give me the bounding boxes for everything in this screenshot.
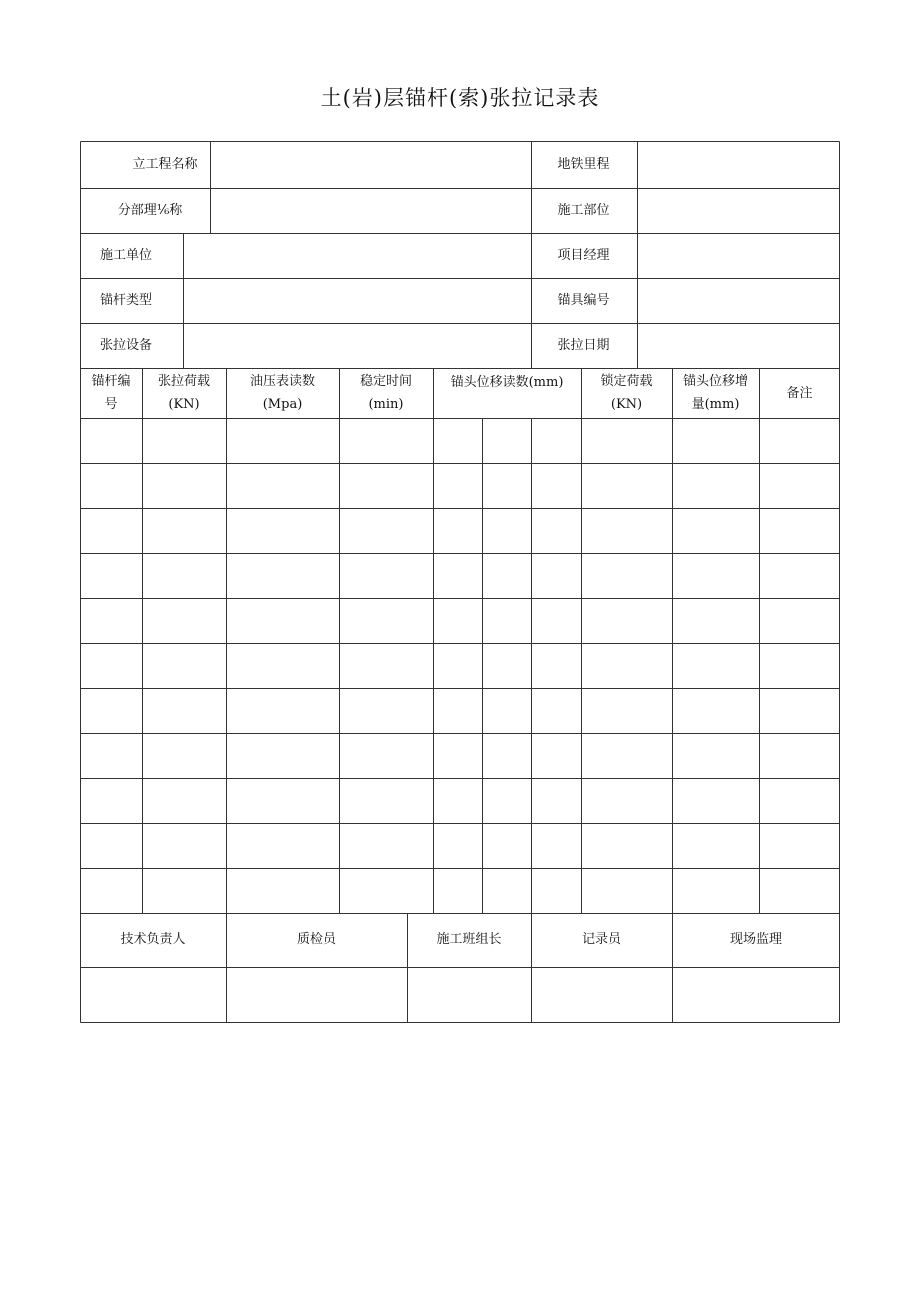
table-cell-lock-load[interactable] [581,508,672,553]
col-lock-load: 锁定荷载 (KN) [600,374,653,412]
table-cell-stable-time[interactable] [339,553,433,598]
table-cell-disp-1[interactable] [433,418,482,463]
table-cell-disp-increment[interactable] [672,823,759,868]
table-cell-disp-1[interactable] [433,553,482,598]
record-form [80,141,840,1023]
table-cell-oil-gauge[interactable] [226,553,339,598]
table-cell-lock-load[interactable] [581,868,672,913]
table-cell-disp-3[interactable] [531,688,581,733]
table-cell-anchor-no[interactable] [80,508,142,553]
table-cell-disp-3[interactable] [531,868,581,913]
table-cell-stable-time[interactable] [339,418,433,463]
table-cell-stable-time[interactable] [339,598,433,643]
table-cell-disp-increment[interactable] [672,643,759,688]
table-cell-tension-load[interactable] [142,823,226,868]
table-cell-disp-2[interactable] [482,688,531,733]
table-cell-disp-2[interactable] [482,508,531,553]
sig-field-supervisor[interactable] [672,967,840,1023]
table-cell-remarks[interactable] [759,733,839,778]
table-cell-oil-gauge[interactable] [226,688,339,733]
table-cell-disp-2[interactable] [482,418,531,463]
table-cell-stable-time[interactable] [339,778,433,823]
field-metro-mileage[interactable] [637,141,840,188]
table-cell-disp-2[interactable] [482,778,531,823]
table-cell-oil-gauge[interactable] [226,778,339,823]
table-cell-lock-load[interactable] [581,778,672,823]
table-cell-disp-3[interactable] [531,643,581,688]
sig-field-team-leader[interactable] [407,967,531,1023]
table-cell-anchor-no[interactable] [80,643,142,688]
table-cell-tension-load[interactable] [142,598,226,643]
table-cell-disp-1[interactable] [433,463,482,508]
table-cell-lock-load[interactable] [581,463,672,508]
table-cell-remarks[interactable] [759,598,839,643]
table-cell-disp-increment[interactable] [672,688,759,733]
table-cell-disp-1[interactable] [433,778,482,823]
table-cell-tension-load[interactable] [142,508,226,553]
field-sub-project-name[interactable] [210,188,530,233]
table-cell-disp-increment[interactable] [672,508,759,553]
col-oil-gauge: 油压表读数 (Mpa) [249,374,315,412]
table-cell-disp-1[interactable] [433,643,482,688]
table-cell-stable-time[interactable] [339,733,433,778]
label-metro-mileage: 地铁里程 [557,157,610,172]
label-anchorage-no: 锚具编号 [557,293,610,308]
table-cell-anchor-no[interactable] [80,868,142,913]
sig-field-inspector[interactable] [226,967,407,1023]
label-anchor-type: 锚杆类型 [100,293,153,308]
table-cell-lock-load[interactable] [581,823,672,868]
field-construction-part[interactable] [637,188,840,233]
table-cell-stable-time[interactable] [339,463,433,508]
sig-field-recorder[interactable] [531,967,672,1023]
table-cell-tension-load[interactable] [142,868,226,913]
table-cell-tension-load[interactable] [142,553,226,598]
table-cell-stable-time[interactable] [339,508,433,553]
table-cell-disp-increment[interactable] [672,778,759,823]
label-construction-unit: 施工单位 [100,248,153,263]
table-cell-disp-1[interactable] [433,868,482,913]
table-cell-remarks[interactable] [759,823,839,868]
table-cell-anchor-no[interactable] [80,553,142,598]
table-cell-remarks[interactable] [759,643,839,688]
sig-label-tech-lead: 技术负责人 [120,931,186,947]
sig-label-inspector: 质检员 [296,931,336,947]
table-cell-stable-time[interactable] [339,868,433,913]
field-construction-unit[interactable] [183,233,530,278]
table-cell-disp-increment[interactable] [672,463,759,508]
field-tension-date[interactable] [637,323,840,368]
table-cell-stable-time[interactable] [339,688,433,733]
col-stable-time: 稳定时间 (min) [359,374,412,412]
sig-label-team-leader: 施工班组长 [436,931,502,947]
table-cell-oil-gauge[interactable] [226,733,339,778]
table-cell-anchor-no[interactable] [80,778,142,823]
table-cell-disp-increment[interactable] [672,553,759,598]
table-cell-remarks[interactable] [759,463,839,508]
table-cell-stable-time[interactable] [339,823,433,868]
table-cell-tension-load[interactable] [142,463,226,508]
field-anchorage-no[interactable] [637,278,840,323]
table-cell-disp-3[interactable] [531,508,581,553]
table-cell-anchor-no[interactable] [80,463,142,508]
col-tension-load: 张拉荷载 (KN) [157,374,210,412]
table-cell-oil-gauge[interactable] [226,508,339,553]
table-cell-disp-1[interactable] [433,823,482,868]
sig-label-supervisor: 现场监理 [729,931,782,947]
table-cell-disp-3[interactable] [531,733,581,778]
field-tension-equipment[interactable] [183,323,530,368]
sig-field-tech-lead[interactable] [80,967,226,1023]
table-cell-oil-gauge[interactable] [226,598,339,643]
page-title: 土(岩)层锚杆(索)张拉记录表 [320,86,600,110]
table-cell-tension-load[interactable] [142,733,226,778]
table-cell-anchor-no[interactable] [80,418,142,463]
sig-label-recorder: 记录员 [581,931,621,947]
table-cell-disp-3[interactable] [531,463,581,508]
table-cell-tension-load[interactable] [142,688,226,733]
table-cell-lock-load[interactable] [581,643,672,688]
table-cell-disp-increment[interactable] [672,418,759,463]
field-project-name[interactable] [210,141,530,188]
table-cell-remarks[interactable] [759,553,839,598]
table-cell-disp-2[interactable] [482,553,531,598]
table-cell-lock-load[interactable] [581,688,672,733]
table-cell-anchor-no[interactable] [80,598,142,643]
table-cell-remarks[interactable] [759,778,839,823]
table-cell-disp-2[interactable] [482,823,531,868]
table-cell-disp-1[interactable] [433,733,482,778]
table-cell-disp-3[interactable] [531,598,581,643]
table-cell-remarks[interactable] [759,868,839,913]
label-project-name: 立工程名称 [132,157,198,172]
table-cell-remarks[interactable] [759,418,839,463]
table-cell-disp-1[interactable] [433,508,482,553]
table-cell-stable-time[interactable] [339,643,433,688]
table-cell-disp-3[interactable] [531,778,581,823]
table-cell-disp-3[interactable] [531,823,581,868]
table-cell-anchor-no[interactable] [80,688,142,733]
table-cell-tension-load[interactable] [142,643,226,688]
table-cell-anchor-no[interactable] [80,733,142,778]
col-head-displacement: 锚头位移读数(mm) [450,374,564,390]
table-cell-oil-gauge[interactable] [226,418,339,463]
label-sub-project-name: 分部理⅙称 [117,203,183,218]
table-cell-oil-gauge[interactable] [226,463,339,508]
table-cell-disp-2[interactable] [482,868,531,913]
table-cell-oil-gauge[interactable] [226,643,339,688]
col-remarks: 备注 [786,385,813,401]
table-cell-disp-1[interactable] [433,688,482,733]
label-project-manager: 项目经理 [557,248,610,263]
table-cell-disp-increment[interactable] [672,733,759,778]
table-cell-disp-2[interactable] [482,733,531,778]
label-tension-equipment: 张拉设备 [100,338,153,353]
table-cell-tension-load[interactable] [142,418,226,463]
table-cell-disp-increment[interactable] [672,868,759,913]
field-anchor-type[interactable] [183,278,530,323]
table-cell-oil-gauge[interactable] [226,823,339,868]
table-cell-disp-1[interactable] [433,598,482,643]
table-cell-oil-gauge[interactable] [226,868,339,913]
table-cell-lock-load[interactable] [581,598,672,643]
table-cell-disp-2[interactable] [482,643,531,688]
table-cell-disp-increment[interactable] [672,598,759,643]
table-cell-disp-2[interactable] [482,463,531,508]
table-cell-disp-3[interactable] [531,553,581,598]
col-anchor-no: 锚杆编 号 [91,374,131,412]
field-project-manager[interactable] [637,233,840,278]
table-cell-remarks[interactable] [759,508,839,553]
table-cell-lock-load[interactable] [581,553,672,598]
table-cell-lock-load[interactable] [581,418,672,463]
table-cell-tension-load[interactable] [142,778,226,823]
col-displacement-increment: 锚头位移增 量(mm) [682,374,748,412]
table-cell-lock-load[interactable] [581,733,672,778]
table-cell-anchor-no[interactable] [80,823,142,868]
label-tension-date: 张拉日期 [557,338,610,353]
table-cell-disp-3[interactable] [531,418,581,463]
table-cell-remarks[interactable] [759,688,839,733]
table-cell-disp-2[interactable] [482,598,531,643]
label-construction-part: 施工部位 [557,203,610,218]
